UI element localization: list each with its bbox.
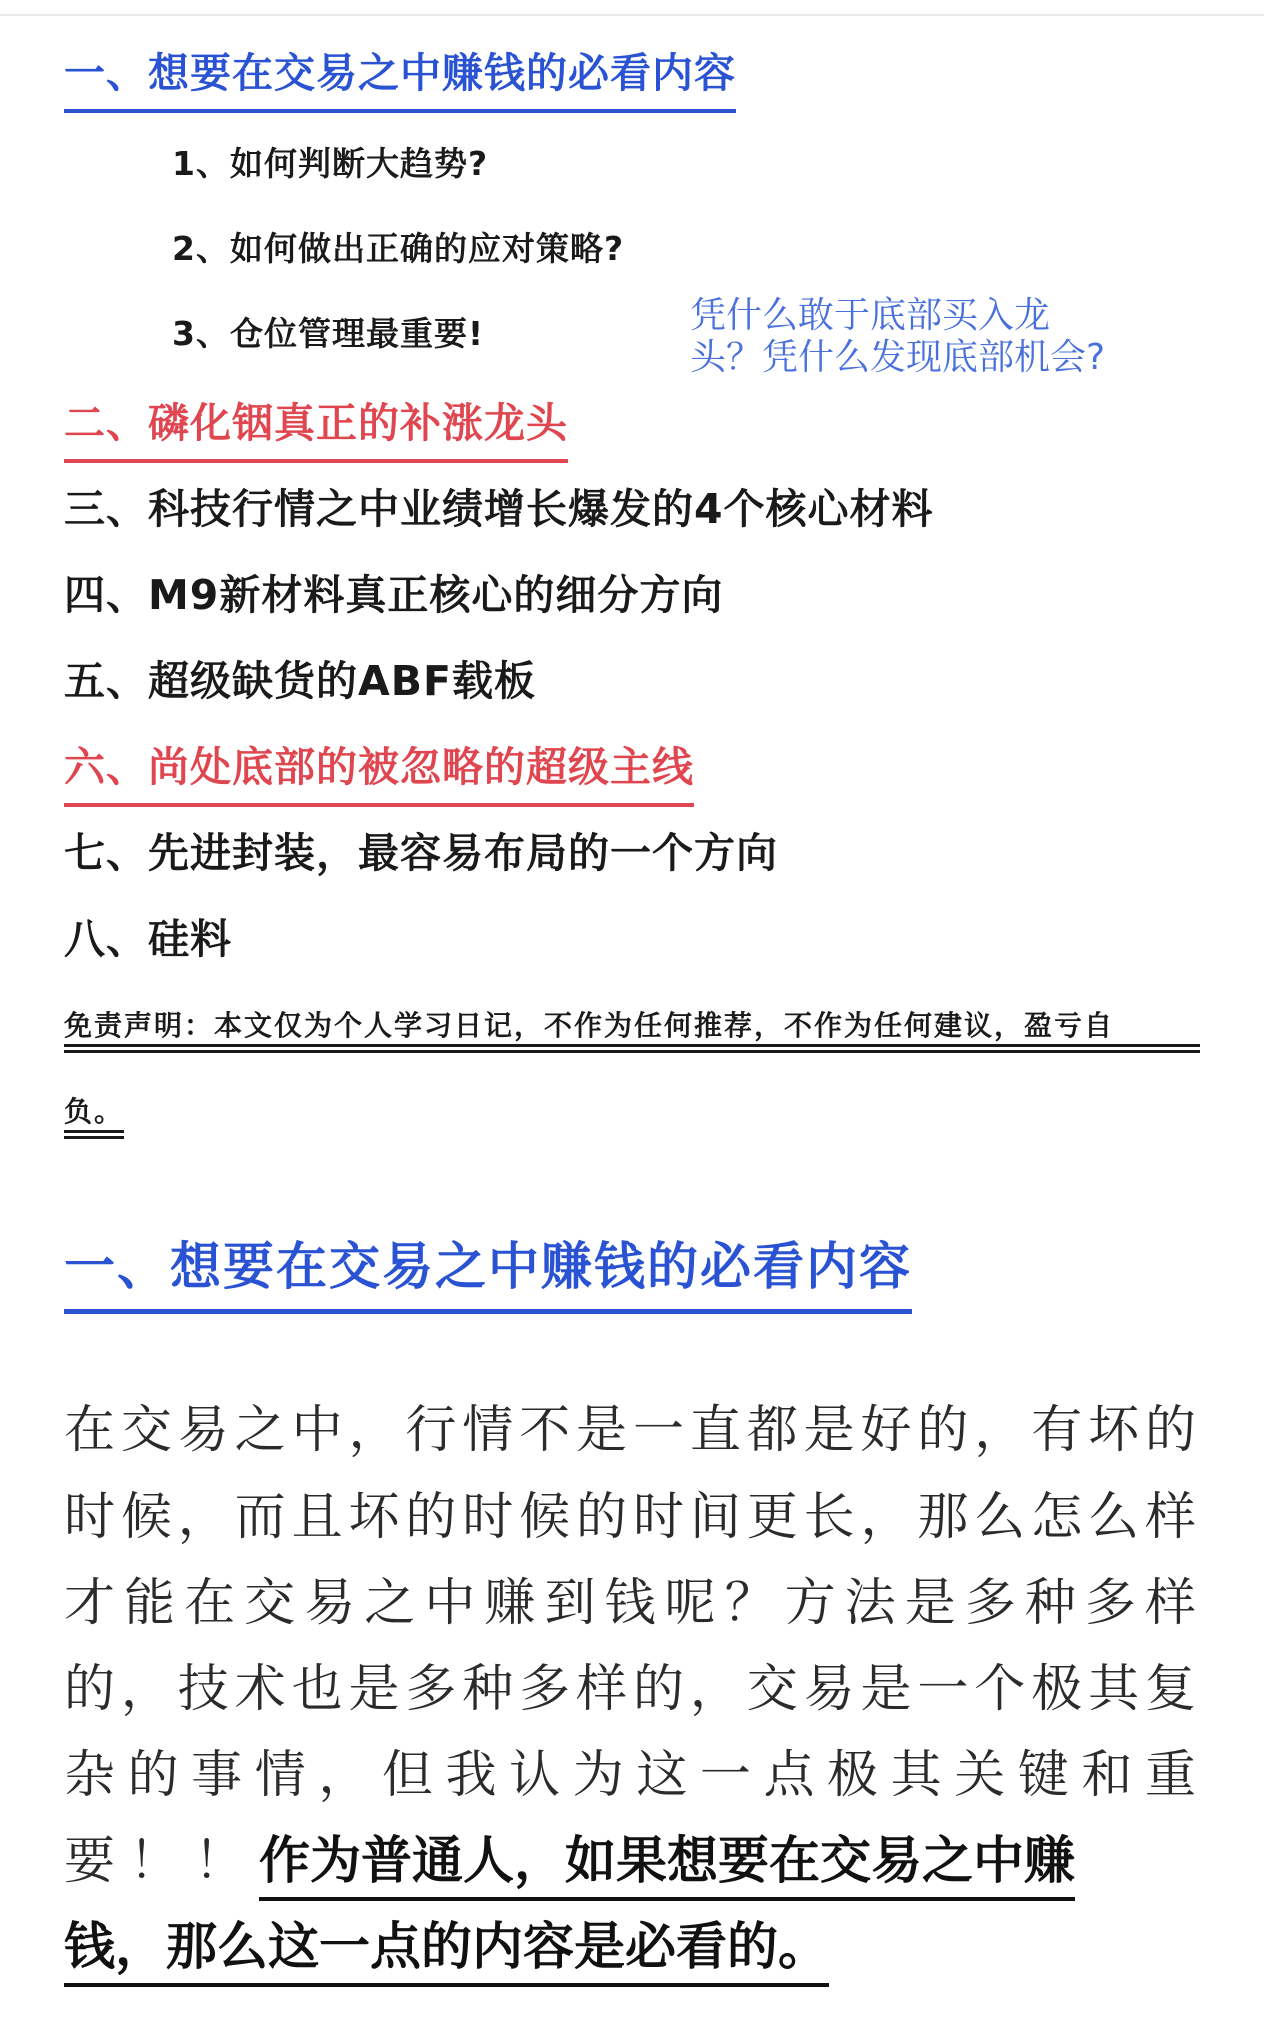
toc-sub-2: 2、如何做出正确的应对策略?: [172, 229, 625, 268]
toc-item-3: 三、科技行情之中业绩增长爆发的4个核心材料: [64, 485, 934, 533]
toc-item-8: 八、硅料: [64, 915, 232, 963]
disclaimer-underline-1: [64, 1044, 1200, 1053]
toc-item-1-link[interactable]: 一、想要在交易之中赚钱的必看内容: [64, 40, 736, 113]
body-line-6: [64, 1819, 1075, 1893]
body-line-5: 杂的事情，但我认为这一点极其关键和重: [64, 1746, 1196, 1805]
section-1-title: 一、想要在交易之中赚钱的必看内容: [64, 1225, 912, 1314]
body-line-3: 才能在交易之中赚到钱呢？方法是多种多样: [64, 1574, 1196, 1633]
side-note: 凭什么敢于底部买入龙头？凭什么发现底部机会?: [690, 295, 1106, 378]
toc-item-4: 四、M9新材料真正核心的细分方向: [64, 571, 724, 619]
disclaimer-underline-2: [64, 1130, 124, 1139]
toc-item-2-link[interactable]: 二、磷化铟真正的补涨龙头: [64, 390, 568, 463]
body-line-1: 在交易之中，行情不是一直都是好的，有坏的: [64, 1401, 1196, 1460]
disclaimer-line-1: 免责声明：本文仅为个人学习日记，不作为任何推荐，不作为任何建议，盈亏自: [64, 1009, 1115, 1042]
toc-item-7: 七、先进封装，最容易布局的一个方向: [64, 829, 778, 877]
toc-sub-1: 1、如何判断大趋势?: [172, 144, 489, 183]
body-line-6-bold: 作为普通人，如果想要在交易之中赚: [259, 1832, 1075, 1901]
disclaimer-line-2: 负。: [64, 1095, 125, 1128]
body-line-7: [64, 1905, 829, 1979]
toc-item-6-link[interactable]: 六、尚处底部的被忽略的超级主线: [64, 734, 694, 807]
body-line-6-plain: 要！！: [64, 1832, 260, 1891]
body-line-4: 的，技术也是多种多样的，交易是一个极其复: [64, 1660, 1196, 1719]
body-line-7-bold: 钱，那么这一点的内容是必看的。: [64, 1918, 829, 1987]
toc-item-5: 五、超级缺货的ABF载板: [64, 657, 536, 705]
toc-sub-3: 3、仓位管理最重要!: [172, 314, 485, 353]
body-line-2: 时候，而且坏的时候的时间更长，那么怎么样: [64, 1488, 1196, 1547]
top-divider: [0, 0, 1264, 16]
